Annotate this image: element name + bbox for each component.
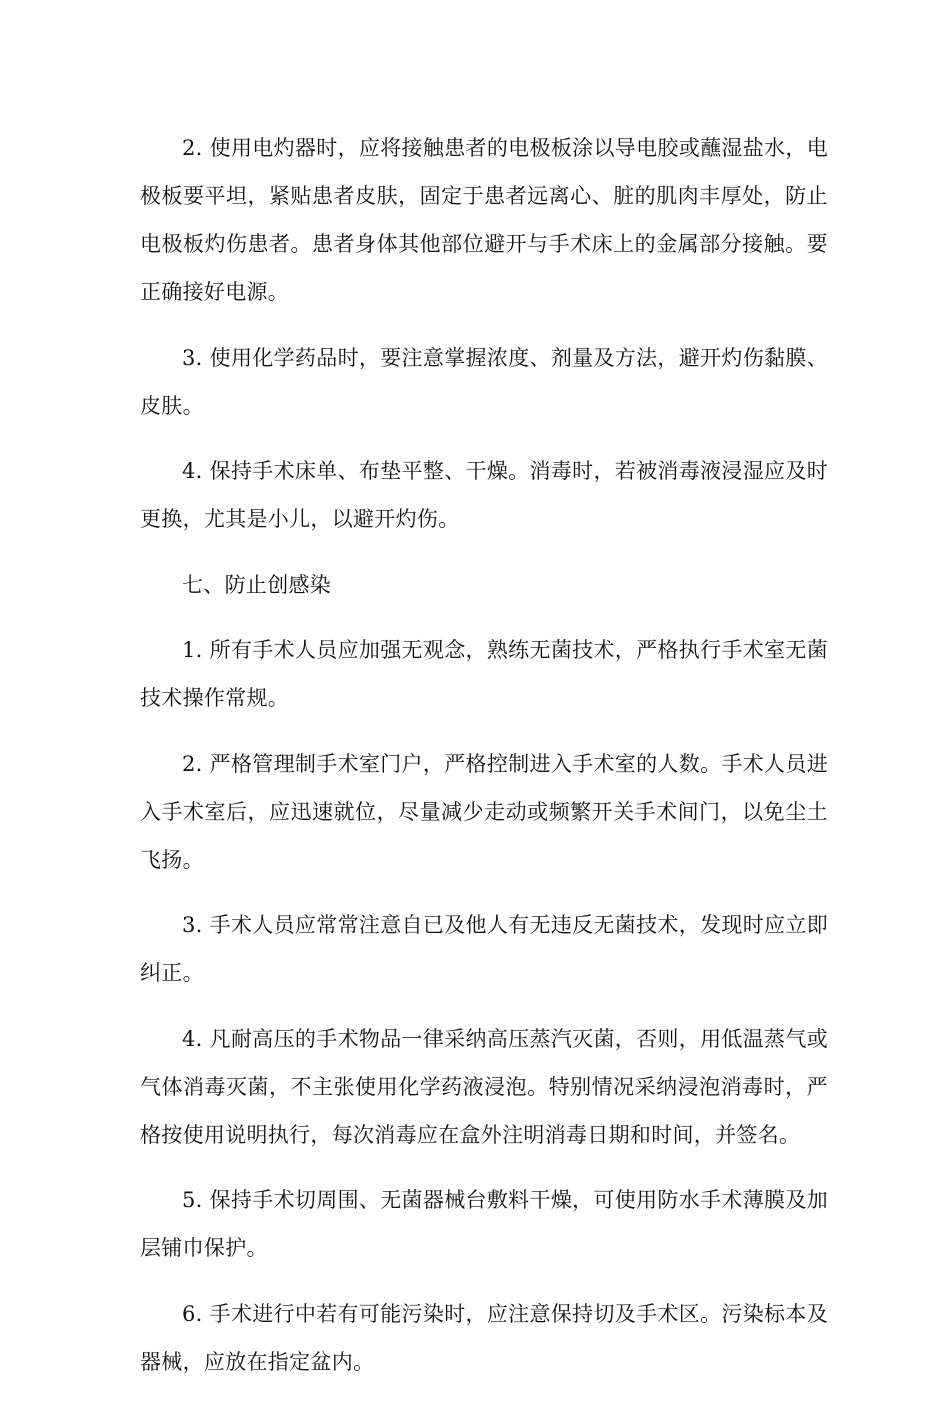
paragraph-bed-sheets: 4. 保持手术床单、布垫平整、干燥。消毒时，若被消毒液浸湿应及时更换，尤其是小儿，以避开灼伤。 (140, 459, 828, 531)
paragraph-chemicals: 3. 使用化学药品时，要注意掌握浓度、剂量及方法，避开灼伤黏膜、皮肤。 (140, 345, 828, 418)
document-page (140, 124, 828, 1403)
paragraph-correct-violations: 3. 手术人员应常常注意自已及他人有无违反无菌技术，发现时应立即纠正。 (140, 913, 828, 985)
paragraph-keep-dry: 5. 保持手术切周围、无菌器械台敷料干燥，可使用防水手术薄膜及加层铺巾保护。 (140, 1188, 828, 1260)
section-heading: 七、防止创感染 (182, 572, 332, 597)
paragraph-electrocautery: 2. 使用电灼器时，应将接触患者的电极板涂以导电胶或蘸湿盐水，电极板要平坦，紧贴患者皮肤，固定于患者远离心、脏的肌肉丰厚处，防止电极板灼伤患者。患者身体其他部位避开与手术床上的金属部分接触。要正确接好电源。 (140, 136, 828, 304)
paragraph-door-management: 2. 严格管理制手术室门户，严格控制进入手术室的人数。手术人员进入手术室后，应迅速就位，尽量减少走动或频繁开关手术间门，以免尘土飞扬。 (140, 751, 828, 872)
paragraph-sterilization: 4. 凡耐高压的手术物品一律采纳高压蒸汽灭菌，否则，用低温蒸气或气体消毒灭菌，不主张使用化学药液浸泡。特别情况采纳浸泡消毒时，严格按使用说明执行，每次消毒应在盒外注明消毒日期和时间，并签名。 (140, 1026, 828, 1147)
paragraph-aseptic-concept: 1. 所有手术人员应加强无观念，熟练无菌技术，严格执行手术室无菌技术操作常规。 (140, 638, 828, 710)
paragraph-contamination: 6. 手术进行中若有可能污染时，应注意保持切及手术区。污染标本及器械，应放在指定盆内。 (140, 1301, 828, 1374)
